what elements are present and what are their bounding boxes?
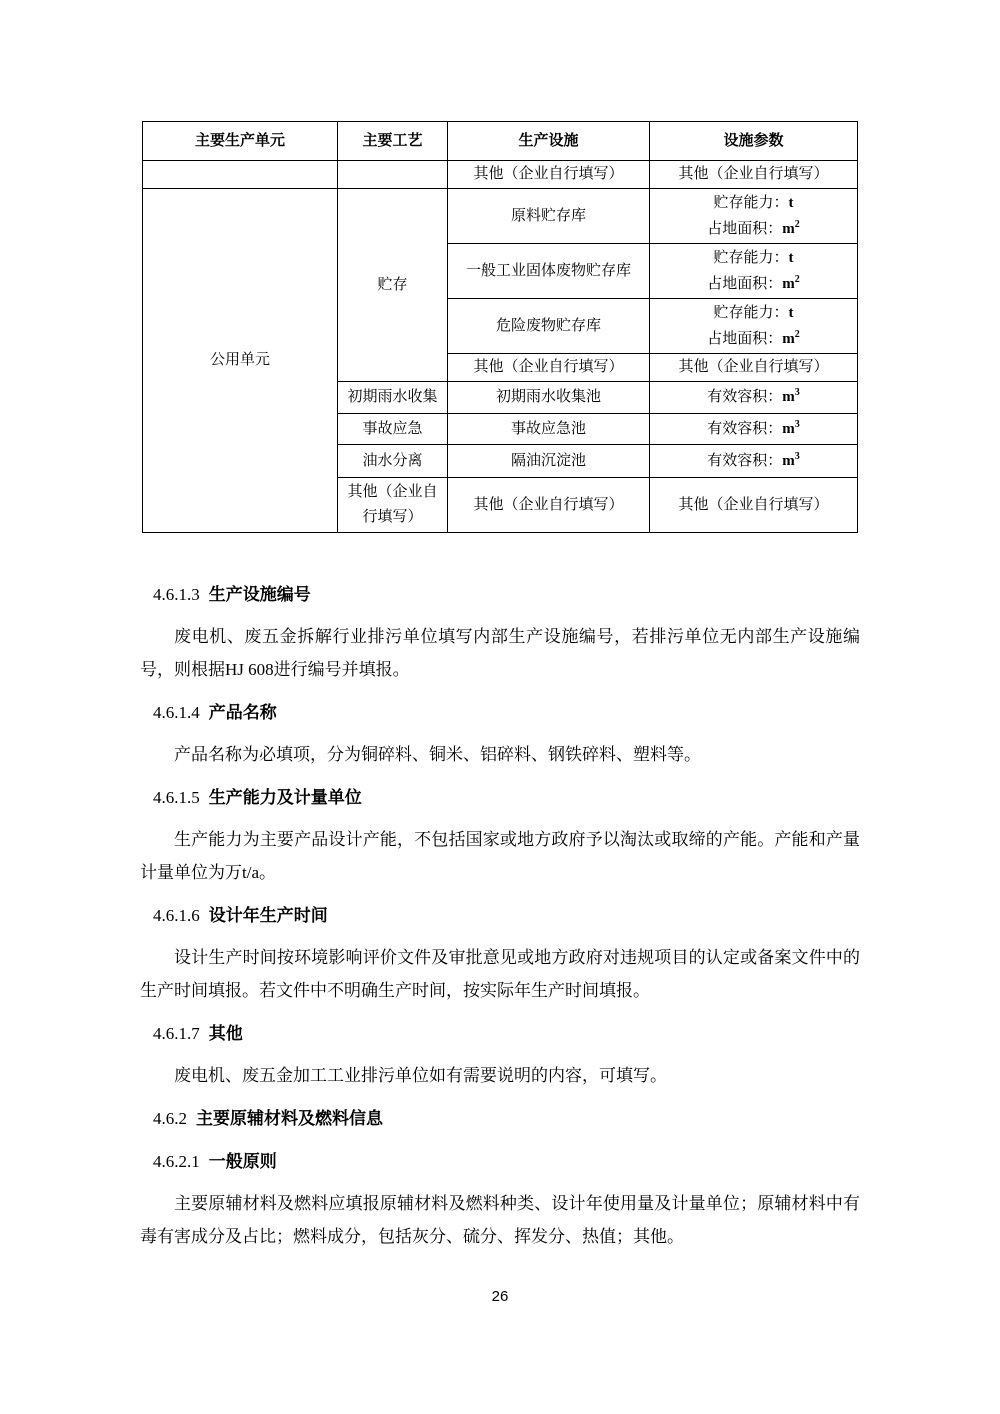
param-unit: m: [782, 276, 795, 292]
param-label: 有效容积：: [707, 452, 783, 469]
param-unit-exponent: 3: [794, 418, 800, 430]
param-unit-exponent: 2: [794, 329, 800, 340]
table-cell-process: 其他（企业自行填写）: [338, 478, 448, 533]
section-number: 4.6.2: [153, 1109, 187, 1128]
section-heading-4-6-1-3: [140, 578, 860, 611]
table-cell-facility: 事故应急池: [448, 414, 650, 445]
section-paragraph: 产品名称为必填项，分为铜碎料、铜米、铝碎料、钢铁碎料、塑料等。: [174, 745, 701, 764]
section-paragraph: 主要原辅材料及燃料应填报原辅材料及燃料种类、设计年使用量及计量单位；原辅材料中有毒有害成分及占比；燃料成分，包括灰分、硫分、挥发分、热值；其他。: [140, 1194, 860, 1246]
section-heading-4-6-2: [140, 1102, 860, 1135]
table-cell-empty: [338, 161, 448, 189]
section-title: 生产设施编号: [208, 585, 311, 604]
param-label: 贮存能力：: [713, 250, 789, 266]
production-facilities-table: [142, 121, 858, 533]
section-heading-4-6-1-4: [140, 696, 860, 729]
table-cell-params: [650, 299, 858, 354]
table-cell-params: 其他（企业自行填写）: [650, 478, 858, 533]
table-cell-params: 其他（企业自行填写）: [650, 161, 858, 189]
col-header-params: 设施参数: [650, 122, 858, 161]
section-paragraph: 废电机、废五金拆解行业排污单位填写内部生产设施编号，若排污单位无内部生产设施编号，则根据HJ 608进行编号并填报。: [140, 627, 860, 679]
table-cell-facility: 初期雨水收集池: [448, 382, 650, 414]
table-cell-process: 油水分离: [338, 445, 448, 478]
section-paragraph: 生产能力为主要产品设计产能，不包括国家或地方政府予以淘汰或取缔的产能。产能和产量计量单位为万t/a。: [140, 830, 860, 882]
section-number: 4.6.1.6: [153, 906, 200, 925]
param-line: [654, 271, 853, 297]
param-line: [654, 216, 853, 242]
section-paragraph: 废电机、废五金加工工业排污单位如有需要说明的内容，可填写。: [174, 1066, 667, 1085]
section-number: 4.6.1.5: [153, 788, 200, 807]
param-unit: m: [782, 331, 795, 347]
section-title: 一般原则: [208, 1152, 277, 1171]
section-number: 4.6.2.1: [153, 1152, 200, 1171]
section-number: 4.6.1.4: [153, 703, 200, 722]
param-unit: t: [788, 305, 794, 321]
table-cell-params: [650, 189, 858, 244]
table-cell-unit-name: 公用单元: [143, 189, 338, 533]
section-heading-4-6-1-5: [140, 781, 860, 814]
param-unit: t: [788, 250, 794, 266]
table-cell-process-storage: 贮存: [338, 189, 448, 382]
param-label: 有效容积：: [707, 389, 783, 405]
table-cell-params: 其他（企业自行填写）: [650, 354, 858, 382]
param-line: [654, 300, 853, 326]
col-header-process: 主要工艺: [338, 122, 448, 161]
param-unit-exponent: 3: [794, 450, 800, 462]
section-paragraph: 设计生产时间按环境影响评价文件及审批意见或地方政府对违规项目的认定或备案文件中的生产时间填报。若文件中不明确生产时间，按实际年生产时间填报。: [140, 948, 860, 1000]
section-title: 其他: [208, 1024, 243, 1043]
param-unit: m: [782, 389, 795, 405]
page-number: 26: [491, 1288, 509, 1305]
param-line: [654, 245, 853, 271]
table-cell-facility: 一般工业固体废物贮存库: [448, 244, 650, 299]
param-label: 贮存能力：: [713, 305, 789, 321]
table-cell-process: 事故应急: [338, 414, 448, 445]
table-cell-process: 初期雨水收集: [338, 382, 448, 414]
table-cell-facility: 其他（企业自行填写）: [448, 354, 650, 382]
param-label: 占地面积：: [707, 331, 783, 347]
table-cell-facility: 其他（企业自行填写）: [448, 478, 650, 533]
section-number: 4.6.1.3: [153, 585, 200, 604]
col-header-facility: 生产设施: [448, 122, 650, 161]
section-title: 产品名称: [208, 703, 277, 722]
section-heading-4-6-1-7: [140, 1017, 860, 1050]
section-heading-4-6-1-6: [140, 899, 860, 932]
table-cell-params: [650, 244, 858, 299]
param-label: 占地面积：: [707, 276, 783, 292]
param-line: [654, 190, 853, 216]
table-cell-params: [650, 382, 858, 414]
param-label: 有效容积：: [707, 420, 783, 437]
section-heading-4-6-2-1: [140, 1145, 860, 1178]
section-title: 主要原辅材料及燃料信息: [196, 1109, 383, 1128]
section-title: 生产能力及计量单位: [208, 788, 362, 807]
param-unit: m: [782, 452, 795, 469]
param-unit: m: [782, 221, 795, 237]
table-cell-facility: 危险废物贮存库: [448, 299, 650, 354]
table-cell-facility: 隔油沉淀池: [448, 445, 650, 478]
param-unit: m: [782, 420, 795, 437]
table-cell-facility: 其他（企业自行填写）: [448, 161, 650, 189]
param-unit-exponent: 2: [794, 274, 800, 285]
table-cell-params: [650, 414, 858, 445]
param-unit-exponent: 3: [794, 387, 800, 398]
table-cell-params: [650, 445, 858, 478]
param-unit-exponent: 2: [794, 219, 800, 230]
section-number: 4.6.1.7: [153, 1024, 200, 1043]
col-header-main-unit: 主要生产单元: [143, 122, 338, 161]
table-cell-facility: 原料贮存库: [448, 189, 650, 244]
section-title: 设计年生产时间: [208, 906, 328, 925]
param-label: 占地面积：: [707, 221, 783, 237]
param-label: 贮存能力：: [713, 195, 789, 211]
table-cell-empty: [143, 161, 338, 189]
param-line: [654, 326, 853, 352]
param-unit: t: [788, 195, 794, 211]
